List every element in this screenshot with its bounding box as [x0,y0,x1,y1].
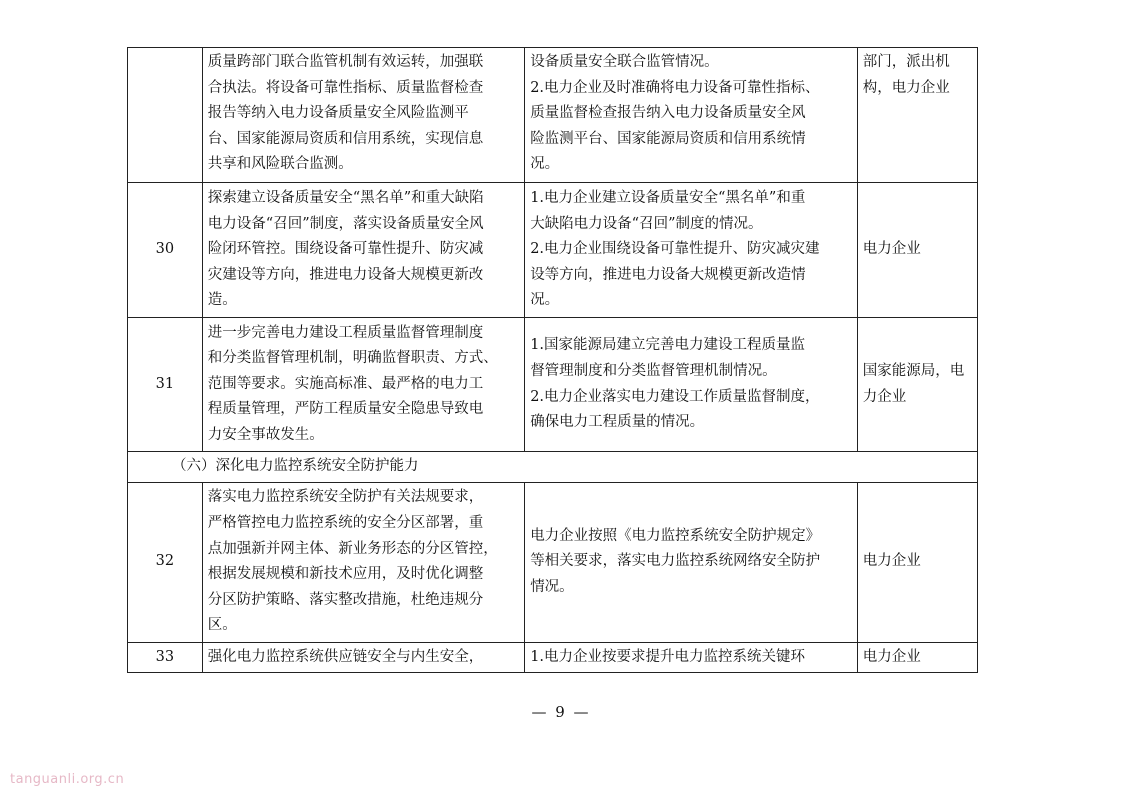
check-cell [525,482,858,642]
check-line: 督管理制度和分类监督管理机制情况。 [530,362,777,379]
check-cell [525,48,858,183]
responsible-line: 构，电力企业 [862,79,950,96]
task-line: 点加强新并网主体、新业务形态的分区管控， [207,540,498,557]
table-row [128,318,978,452]
task-line: 进一步完善电力建设工程质量监督管理制度 [207,324,484,341]
check-line: 1.电力企业按要求提升电力监控系统关键环 [530,648,806,665]
responsible-line: 电力企业 [862,553,921,570]
task-line: 电力设备“召回”制度，落实设备质量安全风 [207,215,484,232]
task-line: 分区防护策略、落实整改措施，杜绝违规分 [207,591,484,608]
check-line: 等相关要求，落实电力监控系统网络安全防护 [530,553,821,570]
check-line: 设等方向，推进电力设备大规模更新改造情 [530,266,806,283]
row-number: 32 [128,482,203,642]
task-line: 险闭环管控。围绕设备可靠性提升、防灾减 [207,241,484,258]
check-line: 质量监督检查报告纳入电力设备质量安全风 [530,105,806,122]
check-line: 况。 [530,292,560,309]
check-line: 大缺陷电力设备“召回”制度的情况。 [530,215,763,232]
responsible-line: 部门，派出机 [862,54,950,70]
task-line: 严格管控电力监控系统的安全分区部署，重 [207,514,484,531]
check-line: 险监测平台、国家能源局资质和信用系统情 [530,130,806,147]
task-line: 质量跨部门联合监管机制有效运转，加强联 [207,54,484,70]
section-heading: （六）深化电力监控系统安全防护能力 [128,452,978,483]
task-line: 区。 [207,617,237,634]
responsible-cell [857,183,977,318]
check-line: 2.电力企业围绕设备可靠性提升、防灾减灾建 [530,241,820,258]
task-line: 程质量管理，严防工程质量安全隐患导致电 [207,401,484,418]
task-cell [202,318,524,452]
task-line: 根据发展规模和新技术应用，及时优化调整 [207,566,484,583]
task-line: 合执法。将设备可靠性指标、质量监督检查 [207,79,484,96]
row-number: 31 [128,318,203,452]
row-number: 30 [128,183,203,318]
task-line: 力安全事故发生。 [207,426,324,443]
responsible-line: 电力企业 [862,241,921,258]
check-line: 情况。 [530,578,574,595]
task-line: 探索建立设备质量安全“黑名单”和重大缺陷 [207,190,484,207]
check-line: 2.电力企业及时准确将电力设备可靠性指标、 [530,79,820,96]
table-row [128,482,978,642]
check-line: 况。 [530,156,560,173]
table-row [128,183,978,318]
section-row [128,452,978,483]
responsible-line: 国家能源局，电 [862,362,965,379]
responsible-cell [857,318,977,452]
responsible-cell [857,48,977,183]
check-line: 电力企业按照《电力监控系统安全防护规定》 [530,527,821,544]
task-cell [202,183,524,318]
watermark-text: tanguanli.org.cn [10,772,125,787]
responsible-line: 电力企业 [862,648,921,665]
task-cell [202,642,524,673]
task-line: 共享和风险联合监测。 [207,156,353,173]
check-line: 1.电力企业建立设备质量安全“黑名单”和重 [530,190,806,207]
responsible-line: 力企业 [862,388,907,405]
check-cell [525,183,858,318]
row-number: 33 [128,642,203,673]
task-line: 和分类监督管理机制，明确监督职责、方式、 [207,350,498,367]
task-line: 造。 [207,292,237,309]
task-line: 落实电力监控系统安全防护有关法规要求， [207,489,484,506]
task-line: 强化电力监控系统供应链安全与内生安全， [207,648,484,665]
responsible-cell [857,482,977,642]
page-number: — 9 — [531,703,591,721]
check-cell [525,318,858,452]
check-line: 设备质量安全联合监管情况。 [530,54,719,70]
check-line: 确保电力工程质量的情况。 [530,414,705,431]
check-cell [525,642,858,673]
task-line: 台、国家能源局资质和信用系统，实现信息 [207,130,484,147]
task-line: 报告等纳入电力设备质量安全风险监测平 [207,105,469,122]
responsible-cell [857,642,977,673]
check-line: 2.电力企业落实电力建设工作质量监督制度， [530,388,820,405]
task-table [127,47,978,673]
row-number [128,48,203,183]
table-row [128,642,978,673]
task-cell [202,48,524,183]
task-line: 范围等要求。实施高标准、最严格的电力工 [207,375,484,392]
task-cell [202,482,524,642]
check-line: 1.国家能源局建立完善电力建设工程质量监 [530,337,806,354]
table-row [128,48,978,183]
task-line: 灾建设等方向，推进电力设备大规模更新改 [207,266,484,283]
